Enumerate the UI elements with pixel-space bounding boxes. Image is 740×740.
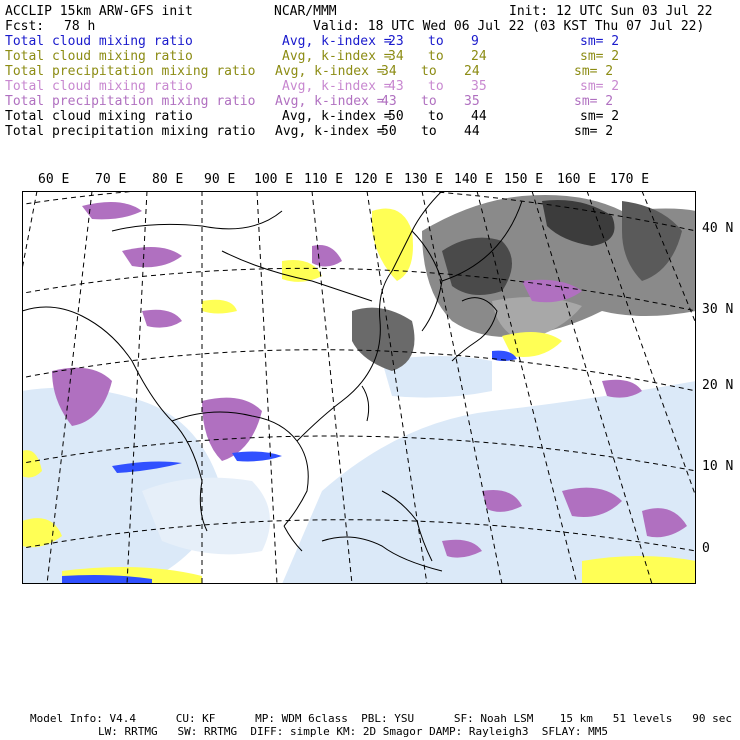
field-name: Total precipitation mixing ratio — [5, 124, 256, 139]
field-name: Total cloud mixing ratio — [5, 79, 193, 94]
field-smoothing: sm= 2 — [580, 79, 620, 94]
field-k-start: 50 — [381, 124, 397, 139]
longitude-label: 120 E — [354, 172, 394, 187]
model-info-line2: LW: RRTMG SW: RRTMG DIFF: simple KM: 2D Smagor DAMP: Rayleigh3 SFLAY: MM5 — [98, 725, 608, 738]
init-time: Init: 12 UTC Sun 03 Jul 22 — [509, 4, 713, 19]
field-to: to — [428, 109, 444, 124]
longitude-label: 170 E — [610, 172, 650, 187]
latitude-label: 10 N — [702, 459, 734, 474]
model-title: ACCLIP 15km ARW-GFS init — [5, 4, 193, 19]
field-avg-label: Avg, k-index = — [275, 94, 385, 109]
longitude-label: 140 E — [454, 172, 494, 187]
field-name: Total precipitation mixing ratio — [5, 94, 256, 109]
longitude-label: 150 E — [504, 172, 544, 187]
field-k-start: 23 — [388, 34, 404, 49]
valid-time: Valid: 18 UTC Wed 06 Jul 22 (03 KST Thu 07 Jul 22) — [313, 19, 705, 34]
field-k-start: 43 — [388, 79, 404, 94]
field-name: Total cloud mixing ratio — [5, 34, 193, 49]
longitude-label: 160 E — [557, 172, 597, 187]
field-name: Total cloud mixing ratio — [5, 109, 193, 124]
field-to: to — [421, 64, 437, 79]
longitude-label: 100 E — [254, 172, 294, 187]
forecast-hour: 78 h — [64, 19, 96, 34]
field-k-start: 34 — [388, 49, 404, 64]
field-avg-label: Avg, k-index = — [282, 109, 392, 124]
longitude-label: 90 E — [204, 172, 236, 187]
field-to: to — [421, 94, 437, 109]
field-k-end: 44 — [471, 109, 487, 124]
field-k-end: 24 — [471, 49, 487, 64]
field-k-end: 9 — [471, 34, 479, 49]
field-smoothing: sm= 2 — [574, 124, 614, 139]
longitude-label: 80 E — [152, 172, 184, 187]
field-avg-label: Avg, k-index = — [282, 49, 392, 64]
field-to: to — [428, 79, 444, 94]
latitude-label: 20 N — [702, 378, 734, 393]
field-avg-label: Avg, k-index = — [282, 79, 392, 94]
field-k-end: 35 — [471, 79, 487, 94]
model-info-line1: Model Info: V4.4 CU: KF MP: WDM 6class PBL: YSU SF: Noah LSM 15 km 51 levels 90 sec — [30, 712, 732, 725]
field-name: Total precipitation mixing ratio — [5, 64, 256, 79]
field-smoothing: sm= 2 — [580, 49, 620, 64]
latitude-label: 0 — [702, 541, 710, 556]
field-k-end: 44 — [464, 124, 480, 139]
field-k-end: 24 — [464, 64, 480, 79]
field-smoothing: sm= 2 — [574, 94, 614, 109]
forecast-map — [22, 191, 696, 584]
field-to: to — [421, 124, 437, 139]
forecast-label: Fcst: — [5, 19, 45, 34]
field-avg-label: Avg, k-index = — [282, 34, 392, 49]
longitude-label: 60 E — [38, 172, 70, 187]
field-smoothing: sm= 2 — [580, 34, 620, 49]
field-avg-label: Avg, k-index = — [275, 64, 385, 79]
field-k-start: 50 — [388, 109, 404, 124]
field-k-end: 35 — [464, 94, 480, 109]
latitude-label: 30 N — [702, 302, 734, 317]
field-smoothing: sm= 2 — [580, 109, 620, 124]
field-name: Total cloud mixing ratio — [5, 49, 193, 64]
field-to: to — [428, 49, 444, 64]
field-k-start: 43 — [381, 94, 397, 109]
longitude-label: 110 E — [304, 172, 344, 187]
longitude-label: 70 E — [95, 172, 127, 187]
field-avg-label: Avg, k-index = — [275, 124, 385, 139]
latitude-label: 40 N — [702, 221, 734, 236]
longitude-label: 130 E — [404, 172, 444, 187]
field-k-start: 34 — [381, 64, 397, 79]
field-smoothing: sm= 2 — [574, 64, 614, 79]
center-label: NCAR/MMM — [274, 4, 337, 19]
field-to: to — [428, 34, 444, 49]
